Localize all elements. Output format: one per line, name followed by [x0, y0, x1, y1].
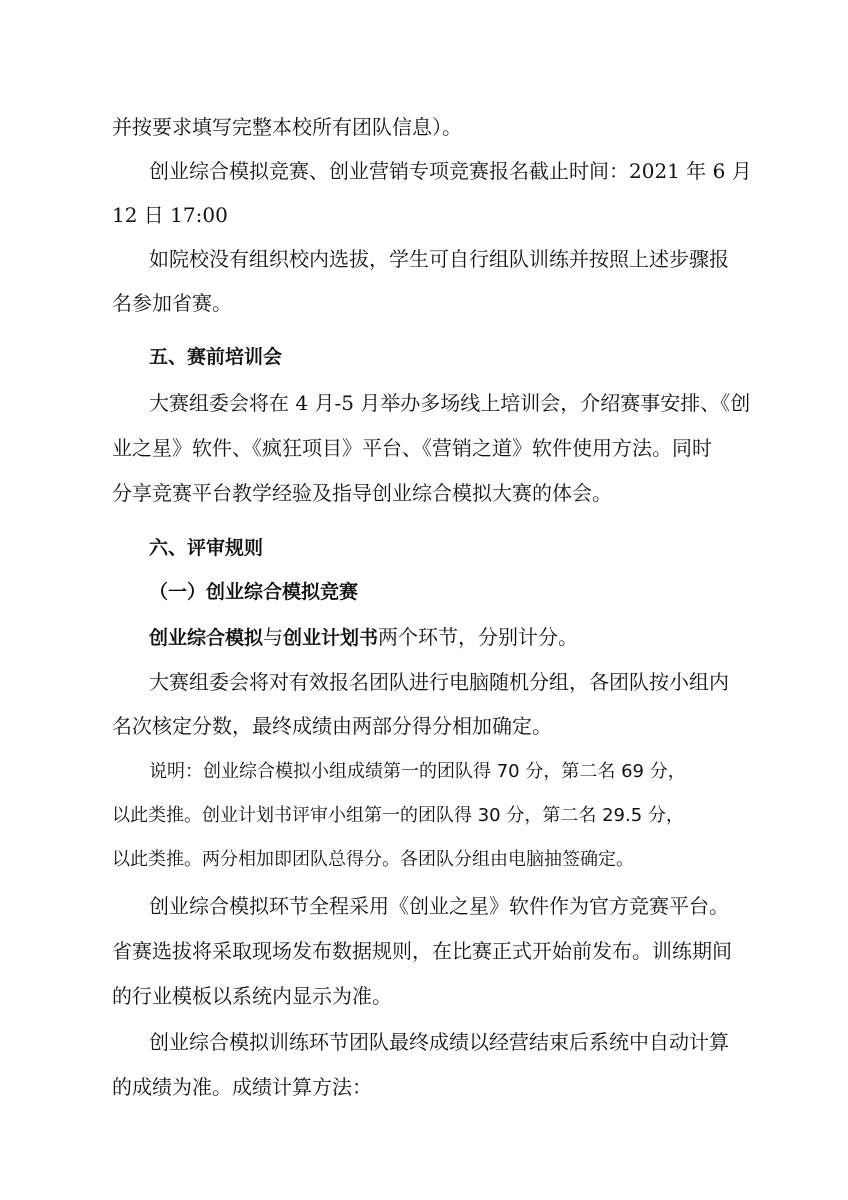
paragraph-line: 名参加省赛。: [112, 291, 232, 315]
paragraph-line: 创业综合模拟环节全程采用《创业之星》软件作为官方竞赛平台。: [149, 894, 729, 918]
paragraph-line: [0, 623, 848, 652]
paragraph-line: 分享竞赛平台教学经验及指导创业综合模拟大赛的体会。: [112, 481, 612, 505]
bold-term: 创业综合模拟: [149, 627, 264, 649]
paragraph-line: 12 日 17:00: [112, 203, 228, 227]
paragraph-line: 的行业模板以系统内显示为准。: [112, 984, 392, 1008]
section-heading: 六、评审规则: [149, 537, 264, 559]
paragraph-line: 的成绩为准。成绩计算方法：: [112, 1075, 372, 1099]
paragraph-line: 大赛组委会将对有效报名团队进行电脑随机分组，各团队按小组内: [149, 670, 729, 694]
paragraph-line: 创业综合模拟训练环节团队最终成绩以经营结束后系统中自动计算: [149, 1030, 729, 1054]
bold-term: 创业计划书: [283, 627, 379, 649]
paragraph-line: 名次核定分数，最终成绩由两部分得分相加确定。: [112, 714, 552, 738]
paragraph-line: 创业综合模拟竞赛、创业营销专项竞赛报名截止时间：2021 年 6 月: [149, 159, 752, 183]
note-line: 以此类推。创业计划书评审小组第一的团队得 30 分，第二名 29.5 分，: [112, 805, 684, 826]
paragraph-line: 大赛组委会将在 4 月-5 月举办多场线上培训会，介绍赛事安排、《创: [149, 391, 751, 415]
paragraph-line: 如院校没有组织校内选拔，学生可自行组队训练并按照上述步骤报: [149, 247, 729, 271]
note-line: 说明：创业综合模拟小组成绩第一的团队得 70 分，第二名 69 分，: [149, 761, 686, 782]
paragraph-line: 业之星》软件、《疯狂项目》平台、《营销之道》软件使用方法。同时: [112, 436, 712, 460]
note-line: 以此类推。两分相加即团队总得分。各团队分组由电脑抽签确定。: [112, 849, 634, 870]
paragraph-line: 并按要求填写完整本校所有团队信息）。: [112, 115, 462, 139]
section-heading: 五、赛前培训会: [149, 346, 283, 368]
subsection-heading: （一）创业综合模拟竞赛: [149, 581, 359, 603]
inline-text: 与: [263, 625, 284, 649]
paragraph-line: 省赛选拔将采取现场发布数据规则，在比赛正式开始前发布。训练期间: [112, 939, 732, 963]
inline-text: 两个环节，分别计分。: [378, 625, 579, 649]
